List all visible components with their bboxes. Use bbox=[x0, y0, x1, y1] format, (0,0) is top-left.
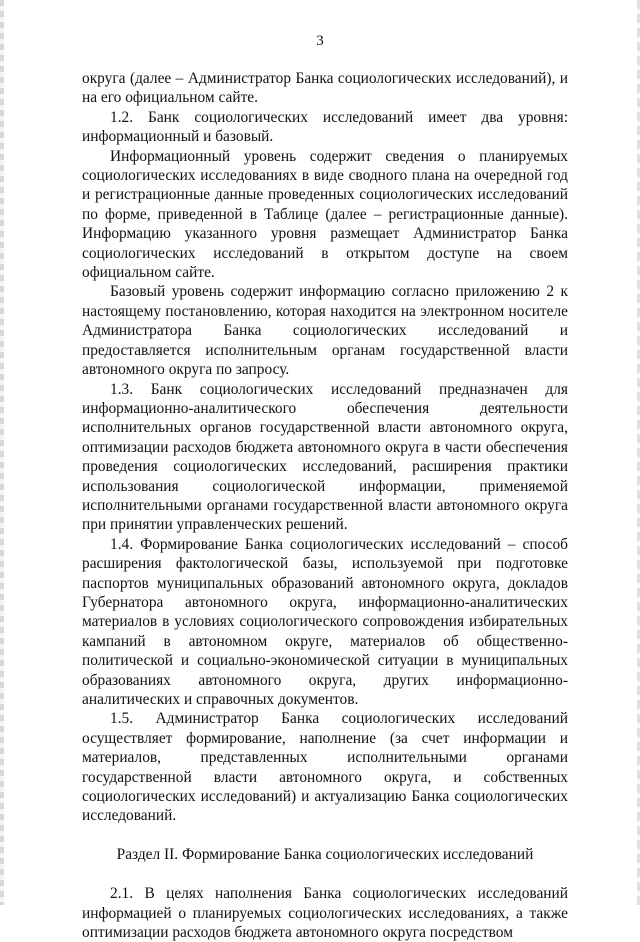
document-body bbox=[82, 69, 568, 942]
paragraph-1-5: 1.5. Администратор Банка социологических исследований осуществляет формирование, наполнение (за счет информации и материалов, представленных исполнительными органами государственной власти автономного округа, и собственных социологических исследований) и актуализацию Банка социологических исследований. bbox=[82, 710, 568, 825]
paragraph-continuation: округа (далее – Администратор Банка социологических исследований), и на его официальном сайте. bbox=[82, 70, 568, 107]
page-number: 3 bbox=[316, 33, 324, 49]
paragraph-information-level: Информационный уровень содержит сведения о планируемых социологических исследованиях в виде сводного плана на очередной год и регистрационные данные проведенных социологических исследований по форме, приведенной в Таблице (далее – регистрационные данные). Информацию указанного уровня размещает Администратор Банка социологических исследований в открытом доступе на своем официальном сайте. bbox=[82, 147, 568, 282]
paragraph-1-4: 1.4. Формирование Банка социологических исследований – способ расширения фактологической базы, используемой при подготовке паспортов муниципальных образований автономного округа, докладов Губернатора автономного округа, информационно-аналитических материалов в условиях социологического сопровождения избирательных кампаний в автономном округе, материалов об общественно-политической и социально-экономической ситуации в муниципальных образованиях автономного округа, других информационно-аналитических и справочных документов. bbox=[82, 535, 568, 708]
section-heading: Раздел II. Формирование Банка социологических исследований bbox=[116, 845, 534, 863]
paragraph-1-2: 1.2. Банк социологических исследований имеет два уровня: информационный и базовый. bbox=[82, 108, 568, 146]
scan-edge-left bbox=[0, 0, 4, 905]
paragraph-base-level: Базовый уровень содержит информацию согласно приложению 2 к настоящему постановлению, которая находится на электронном носителе Администратора Банка социологических исследований и предоставляется исполнительным органам государственной власти автономного округа по запросу. bbox=[82, 283, 568, 379]
paragraph-2-1: 2.1. В целях наполнения Банка социологических исследований информацией о планируемых социологических исследованиях, а также оптимизации расходов бюджета автономного округа посредством bbox=[82, 885, 568, 942]
paragraph-1-3: 1.3. Банк социологических исследований предназначен для информационно-аналитического обеспечения деятельности исполнительных органов государственной власти автономного округа, оптимизации расходов бюджета автономного округа в части обеспечения проведения социологических исследований, расширения практики использования социологической информации, применяемой исполнительными органами государственной власти автономного округа при принятии управленческих решений. bbox=[82, 380, 568, 534]
